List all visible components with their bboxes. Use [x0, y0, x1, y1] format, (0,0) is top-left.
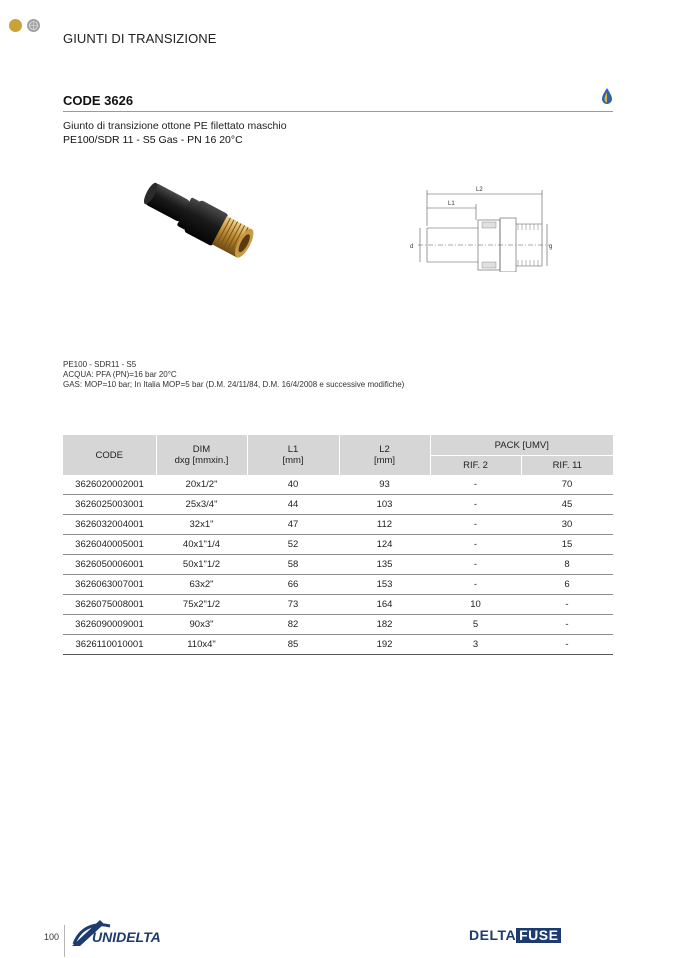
header-rif11: RIF. 11 — [521, 456, 613, 476]
cell-rif2: - — [430, 475, 521, 495]
cell-l1: 40 — [247, 475, 339, 495]
cell-code: 3626090009001 — [63, 615, 156, 635]
cell-rif2: - — [430, 515, 521, 535]
cell-l1: 44 — [247, 495, 339, 515]
cell-l2: 93 — [339, 475, 430, 495]
cell-l1: 82 — [247, 615, 339, 635]
cell-l2: 164 — [339, 595, 430, 615]
cell-rif11: 6 — [521, 575, 613, 595]
header-dim — [156, 435, 247, 475]
cell-l1: 47 — [247, 515, 339, 535]
header-dim-line2: dxg [mmxin.] — [174, 455, 229, 466]
dimension-label-l1: L1 — [448, 201, 455, 207]
table-row — [63, 575, 613, 595]
cell-rif2: - — [430, 535, 521, 555]
table-row — [63, 555, 613, 575]
cell-l1: 73 — [247, 595, 339, 615]
unidelta-logo — [70, 918, 210, 953]
cell-l1: 58 — [247, 555, 339, 575]
cell-l2: 192 — [339, 635, 430, 655]
cell-rif11: 45 — [521, 495, 613, 515]
cell-code: 3626040005001 — [63, 535, 156, 555]
table-row — [63, 615, 613, 635]
cell-rif2: 3 — [430, 635, 521, 655]
header-code: CODE — [63, 435, 156, 475]
cell-rif11: 30 — [521, 515, 613, 535]
technical-drawing — [410, 182, 555, 277]
cell-dim: 90x3" — [156, 615, 247, 635]
product-description-line2: PE100/SDR 11 - S5 Gas - PN 16 20°C — [63, 134, 243, 146]
product-photo — [135, 180, 270, 270]
cell-rif2: - — [430, 555, 521, 575]
cell-code: 3626020002001 — [63, 475, 156, 495]
section-title: GIUNTI DI TRANSIZIONE — [63, 31, 217, 46]
cell-rif2: 10 — [430, 595, 521, 615]
cell-code: 3626025003001 — [63, 495, 156, 515]
table-row — [63, 475, 613, 495]
note-gas: GAS: MOP=10 bar; In Italia MOP=5 bar (D.M. 24/11/84, D.M. 16/4/2008 e successive modifiche) — [63, 380, 405, 389]
cell-code: 3626063007001 — [63, 575, 156, 595]
cell-l1: 66 — [247, 575, 339, 595]
deltafuse-logo-part2: FUSE — [516, 928, 561, 943]
cell-rif11: - — [521, 595, 613, 615]
table-row — [63, 495, 613, 515]
product-description-line1: Giunto di transizione ottone PE filettato maschio — [63, 120, 287, 132]
cell-rif11: 8 — [521, 555, 613, 575]
cell-dim: 75x2"1/2 — [156, 595, 247, 615]
header-dot-gold-icon — [9, 19, 22, 32]
header-l1-line1: L1 — [287, 444, 299, 455]
cell-dim: 20x1/2" — [156, 475, 247, 495]
cell-code: 3626075008001 — [63, 595, 156, 615]
note-material: PE100 - SDR11 - S5 — [63, 360, 137, 369]
cell-dim: 110x4" — [156, 635, 247, 655]
cell-l1: 52 — [247, 535, 339, 555]
dimension-label-l2: L2 — [476, 187, 483, 193]
table-row — [63, 535, 613, 555]
cell-l2: 153 — [339, 575, 430, 595]
cell-rif11: 15 — [521, 535, 613, 555]
cell-rif11: - — [521, 615, 613, 635]
header-dot-grey-icon — [27, 19, 40, 32]
cell-rif11: 70 — [521, 475, 613, 495]
cell-dim: 40x1"1/4 — [156, 535, 247, 555]
header-l1-line2: [mm] — [282, 455, 304, 466]
table-row — [63, 595, 613, 615]
dimension-label-g: g — [549, 244, 553, 250]
cell-rif11: - — [521, 635, 613, 655]
header-l2 — [339, 435, 430, 475]
deltafuse-logo — [469, 928, 561, 943]
table-row — [63, 635, 613, 655]
header-l1 — [247, 435, 339, 475]
cell-l2: 135 — [339, 555, 430, 575]
table-row — [63, 515, 613, 535]
header-rif2: RIF. 2 — [430, 456, 521, 476]
product-table — [63, 435, 613, 655]
cell-code: 3626050006001 — [63, 555, 156, 575]
title-underline — [63, 111, 613, 112]
cell-dim: 32x1" — [156, 515, 247, 535]
header-l2-line1: L2 — [379, 444, 390, 455]
cell-l2: 112 — [339, 515, 430, 535]
cell-code: 3626110010001 — [63, 635, 156, 655]
deltafuse-logo-part1: DELTA — [469, 927, 517, 943]
header-pack: PACK [UMV] — [430, 435, 613, 456]
cell-code: 3626032004001 — [63, 515, 156, 535]
header-l2-line2: [mm] — [373, 455, 396, 466]
dimension-label-d: d — [410, 244, 414, 250]
footer-divider — [64, 925, 65, 957]
water-drop-icon — [600, 87, 614, 110]
cell-l2: 182 — [339, 615, 430, 635]
cell-l2: 124 — [339, 535, 430, 555]
cell-rif2: 5 — [430, 615, 521, 635]
cell-l1: 85 — [247, 635, 339, 655]
page-number: 100 — [44, 932, 60, 942]
cell-l2: 103 — [339, 495, 430, 515]
header-dim-line1: DIM — [192, 444, 211, 455]
cell-dim: 50x1"1/2 — [156, 555, 247, 575]
product-code-title: CODE 3626 — [63, 93, 134, 108]
cell-dim: 25x3/4" — [156, 495, 247, 515]
cell-rif2: - — [430, 495, 521, 515]
note-water: ACQUA: PFA (PN)=16 bar 20°C — [63, 370, 177, 379]
unidelta-logo-text: UNIDELTA — [92, 929, 161, 945]
cell-rif2: - — [430, 575, 521, 595]
cell-dim: 63x2" — [156, 575, 247, 595]
